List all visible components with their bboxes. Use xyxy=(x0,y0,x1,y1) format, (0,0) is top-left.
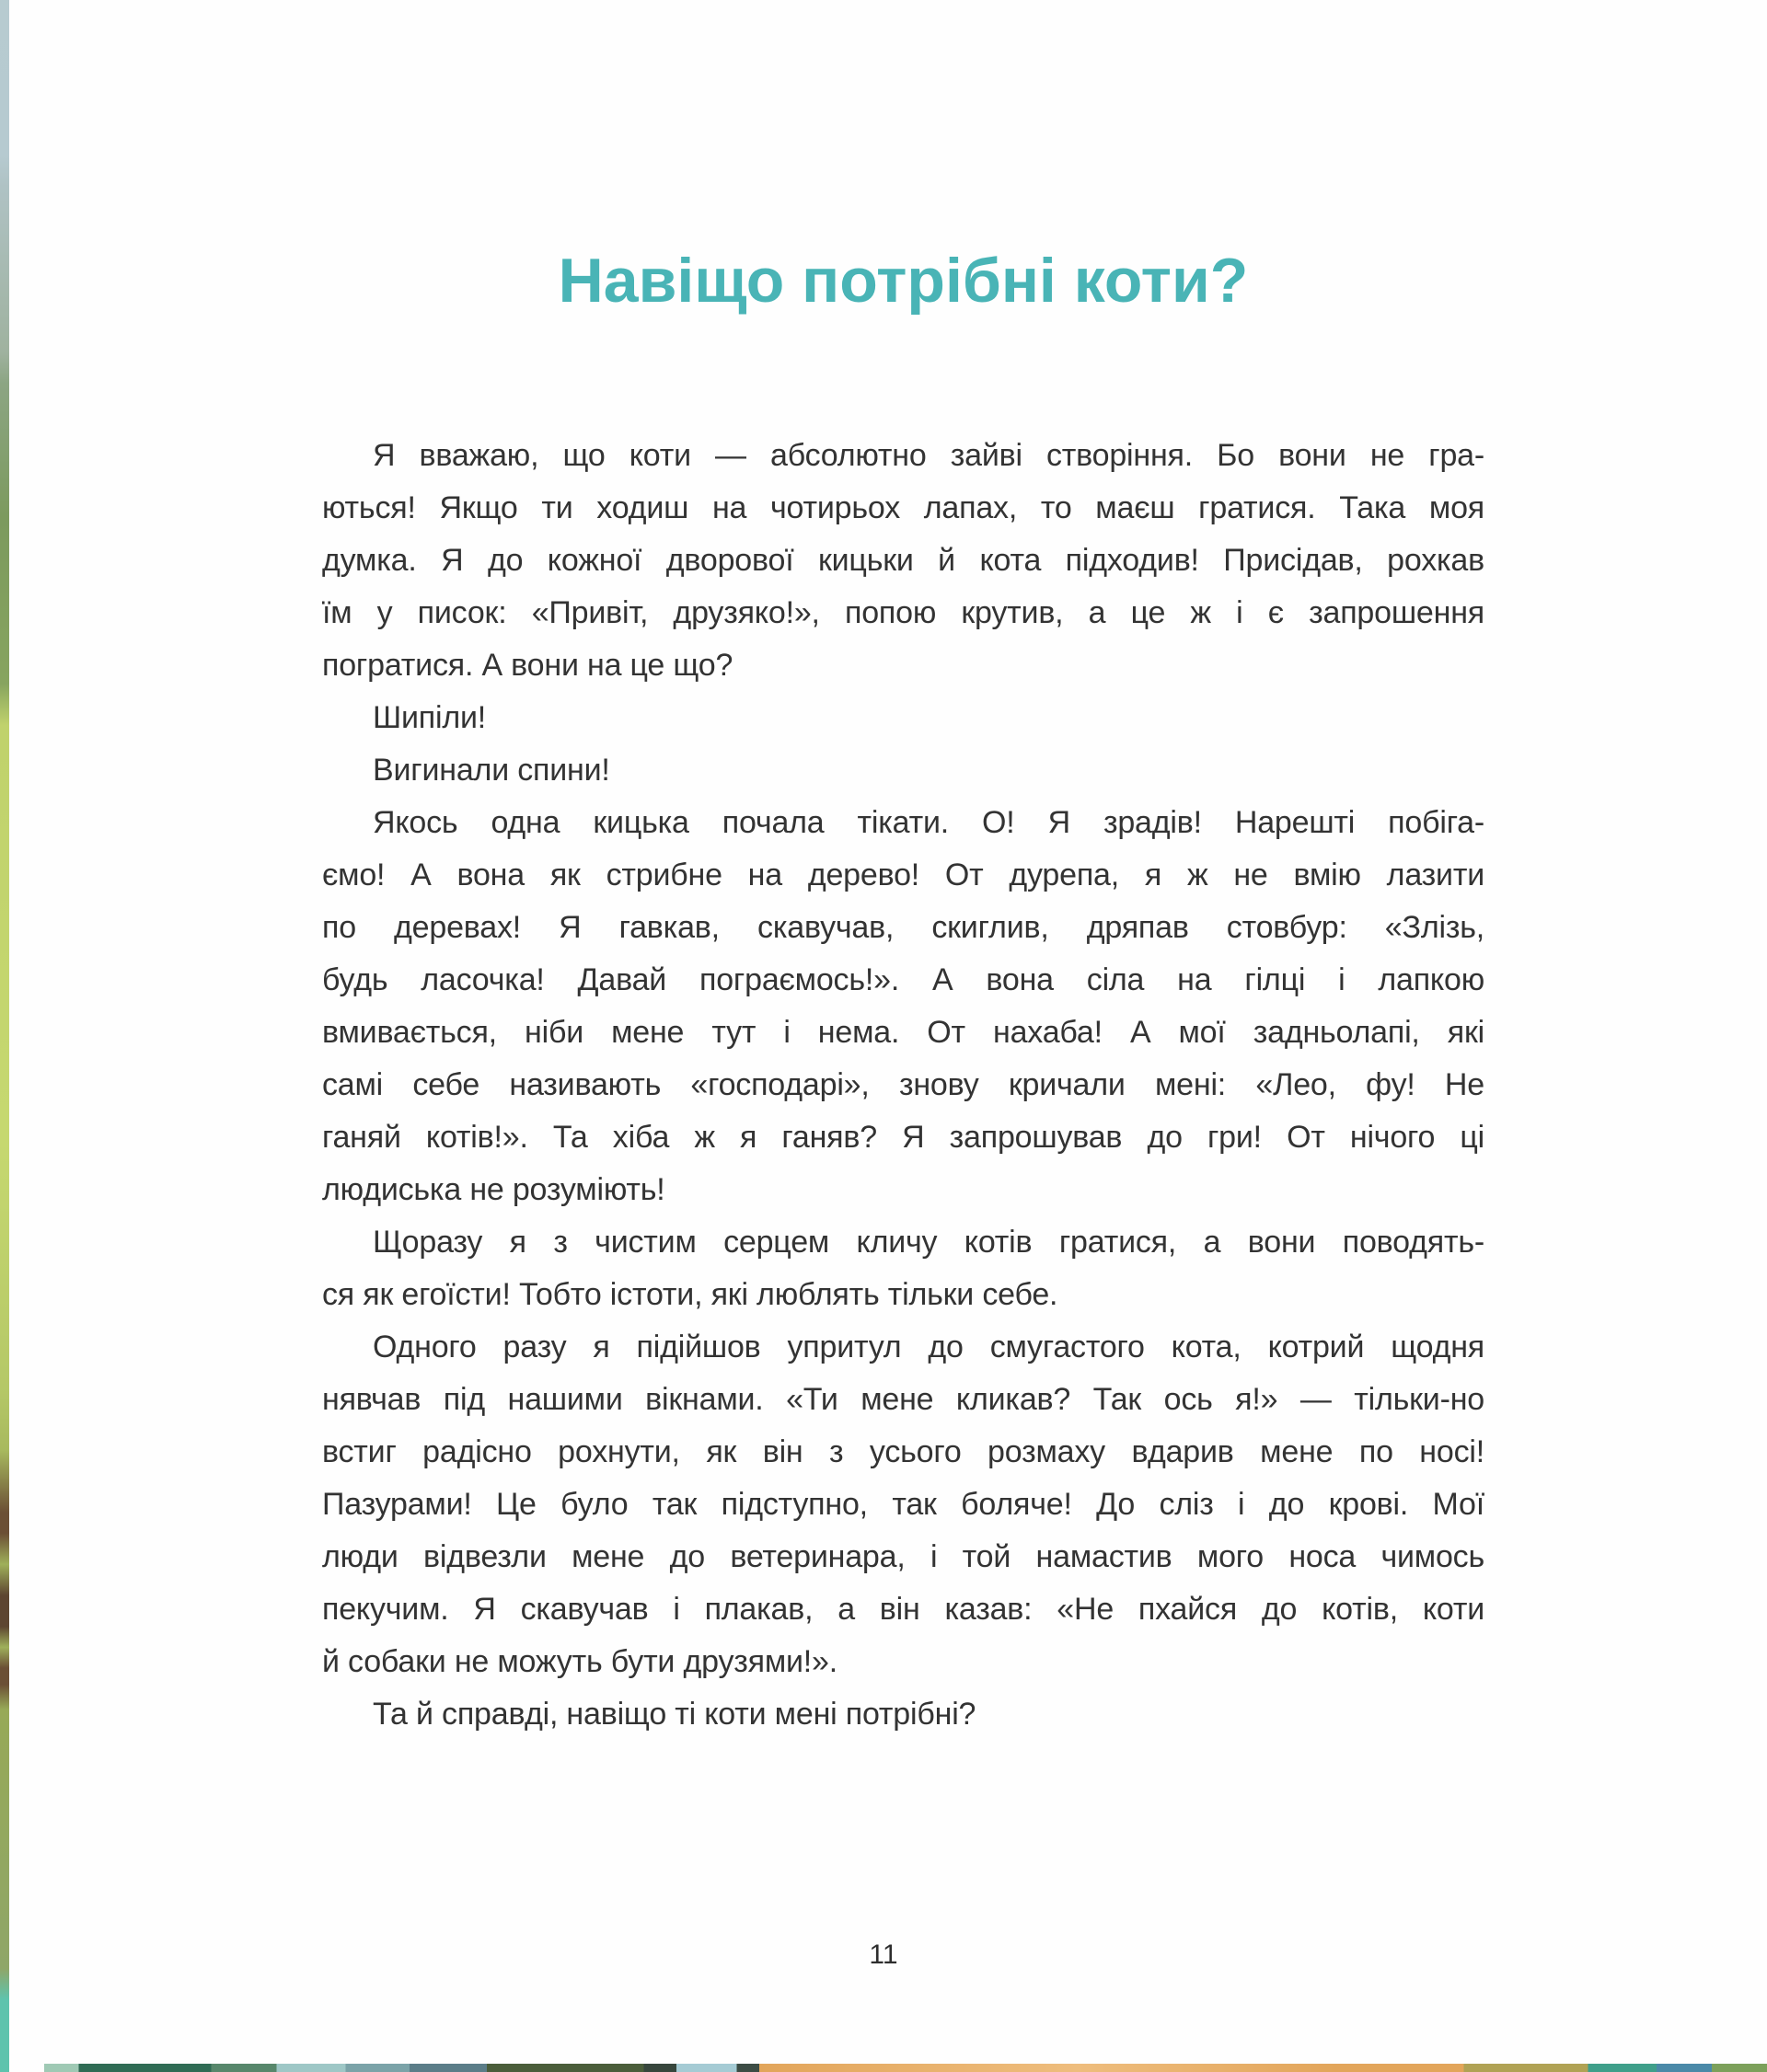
page-number: 11 xyxy=(869,1940,898,1970)
paragraph xyxy=(322,1216,1484,1321)
text-line: встиг радісно рохнути, як він з усього розмаху вдарив мене по носі! xyxy=(322,1433,1484,1469)
left-edge-photo-strip xyxy=(0,0,9,2072)
body-text xyxy=(322,430,1484,1741)
text-line: людиська не розуміють! xyxy=(322,1171,665,1207)
text-line: Щоразу я з чистим серцем кличу котів гратися, а вони поводять- xyxy=(373,1224,1484,1260)
text-line: по деревах! Я гавкав, скавучав, скиглив, дряпав стовбур: «Злізь, xyxy=(322,909,1484,945)
paragraph xyxy=(322,797,1484,1216)
paragraph xyxy=(322,1688,1484,1741)
text-line: ся як егоїсти! Тобто істоти, які люблять тільки себе. xyxy=(322,1276,1058,1312)
text-line: Та й справді, навіщо ті коти мені потрібні? xyxy=(373,1696,976,1732)
text-line: Вигинали спини! xyxy=(373,752,610,788)
text-line: будь ласочка! Давай пограємось!». А вона сіла на гілці і лапкою xyxy=(322,961,1484,997)
text-line: пекучим. Я скавучав і плакав, а він казав: «Не пхайся до котів, коти xyxy=(322,1591,1484,1627)
chapter-title: Навіщо потрібні коти? xyxy=(558,246,1249,316)
text-line: Шипіли! xyxy=(373,699,486,735)
paragraph xyxy=(322,744,1484,797)
text-line: й собаки не можуть бути друзями!». xyxy=(322,1643,838,1679)
text-line: погратися. А вони на це що? xyxy=(322,647,733,683)
text-line: вмивається, ніби мене тут і нема. От нахаба! А мої задньолапі, які xyxy=(322,1014,1484,1050)
paragraph xyxy=(322,430,1484,692)
text-line: люди відвезли мене до ветеринара, і той намастив мого носа чимось xyxy=(322,1538,1484,1574)
text-line: Якось одна кицька почала тікати. О! Я зрадів! Нарешті побіга- xyxy=(373,804,1484,840)
text-line: думка. Я до кожної дворової кицьки й кота підходив! Присідав, рохкав xyxy=(322,542,1484,578)
paragraph xyxy=(322,1321,1484,1688)
text-line: ємо! А вона як стрибне на дерево! От дурепа, я ж не вмію лазити xyxy=(322,857,1484,892)
bottom-edge-photo-strip xyxy=(44,2064,1767,2072)
page-content xyxy=(322,247,1484,1741)
text-line: ганяй котів!». Та хіба ж я ганяв? Я запрошував до гри! От нічого ці xyxy=(322,1119,1484,1155)
text-line: їм у писок: «Привіт, друзяко!», попою крутив, а це ж і є запрошення xyxy=(322,594,1484,630)
paragraph xyxy=(322,692,1484,744)
text-line: самі себе називають «господарі», знову кричали мені: «Лео, фу! Не xyxy=(322,1066,1484,1102)
text-line: Одного разу я підійшов упритул до смугастого кота, котрий щодня xyxy=(373,1329,1484,1364)
text-line: нявчав під нашими вікнами. «Ти мене кликав? Так ось я!» — тільки-но xyxy=(322,1381,1484,1417)
page-footer xyxy=(0,1940,1767,1971)
text-line: Я вважаю, що коти — абсолютно зайві створіння. Бо вони не гра- xyxy=(373,437,1484,473)
text-line: ються! Якщо ти ходиш на чотирьох лапах, то маєш гратися. Така моя xyxy=(322,489,1484,525)
text-line: Пазурами! Це було так підступно, так боляче! До сліз і до крові. Мої xyxy=(322,1486,1484,1522)
